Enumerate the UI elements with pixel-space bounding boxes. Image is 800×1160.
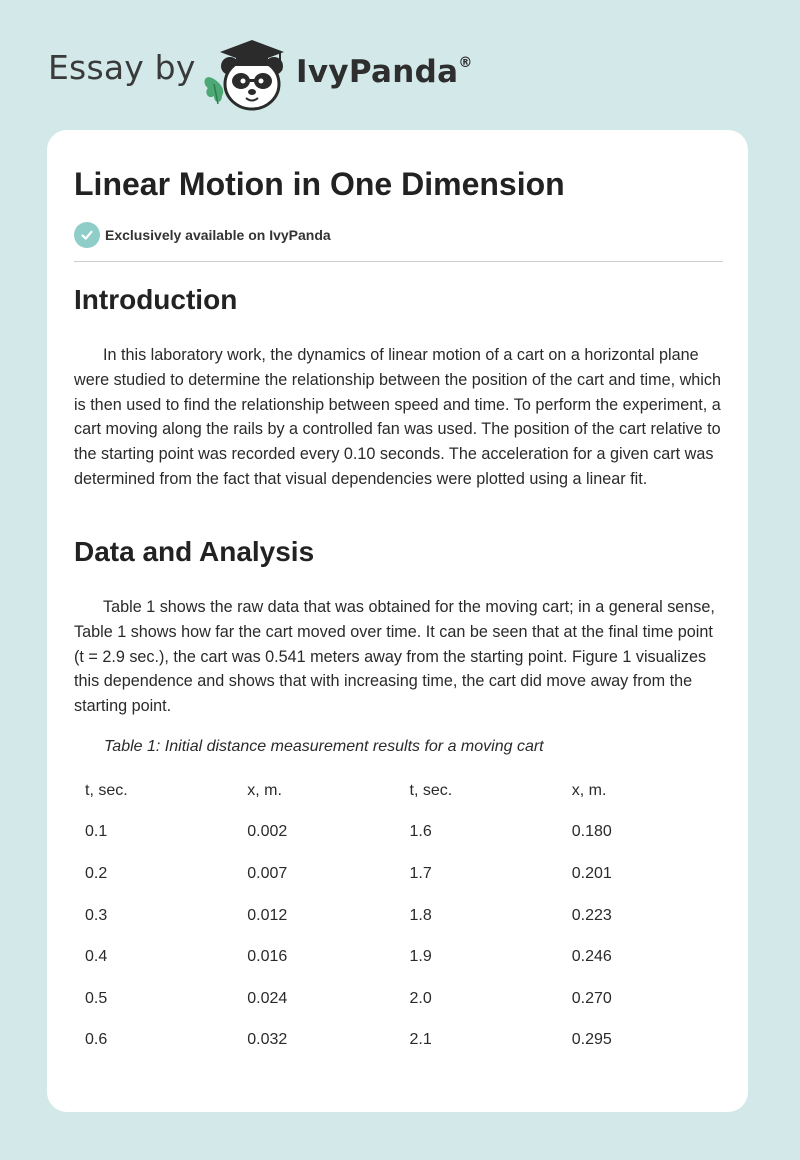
table-cell: 0.012 [247, 906, 288, 924]
table-row [74, 1020, 723, 1062]
column-header: x, m. [571, 781, 607, 799]
table-row [74, 853, 723, 895]
table-cell: 0.180 [571, 823, 612, 841]
availability-label: Exclusively available on IvyPanda [105, 227, 331, 243]
section-heading-introduction: Introduction [74, 284, 238, 315]
table-row [74, 978, 723, 1020]
table-cell: 2.1 [409, 1031, 432, 1049]
divider [74, 261, 723, 262]
table-cell: 0.024 [247, 989, 288, 1007]
column-header: x, m. [247, 781, 282, 799]
section-paragraph-introduction: In this laboratory work, the dynamics of linear motion of a cart on a horizontal plane were studied to determine the relationship between the position of the cart and time, which is then used to find the relationship between speed and time. To perform the experiment, a cart moving along the rails by a controlled fan was used. The position of the cart relative to the starting point was recorded every 0.10 seconds. The acceleration for a given cart was determined from the fact that visual dependencies were plotted using a linear fit. [74, 346, 721, 488]
table-cell: 0.201 [571, 864, 612, 882]
table-cell: 0.007 [247, 864, 288, 882]
table-row [74, 812, 723, 854]
table-cell: 0.032 [247, 1031, 288, 1049]
table-cell: 0.4 [85, 948, 108, 966]
section-heading-data-analysis: Data and Analysis [74, 536, 315, 567]
table-cell: 0.1 [85, 823, 108, 841]
table-cell: 0.3 [85, 906, 108, 924]
table-row [74, 936, 723, 978]
brand-name [296, 54, 473, 90]
registered-mark: ® [458, 54, 473, 71]
table-cell: 0.295 [571, 1031, 612, 1049]
table-cell: 0.016 [247, 948, 288, 966]
column-header: t, sec. [409, 781, 453, 799]
measurement-table [74, 770, 723, 1061]
table-cell: 1.7 [409, 864, 432, 882]
table-row [74, 895, 723, 937]
brand-name-text: IvyPanda [296, 54, 459, 90]
section-paragraph-data-analysis: Table 1 shows the raw data that was obtained for the moving cart; in a general sense, Table 1 shows how far the cart moved over time. It can be seen that at the final time point (t = 2.9 sec.), the cart was 0.541 meters away from the starting point. Figure 1 visualizes this dependence and shows that with increasing time, the cart did move away from the starting point. [74, 598, 715, 716]
panda-logo-icon[interactable] [198, 34, 293, 114]
table-cell: 0.246 [571, 948, 612, 966]
table-caption: Table 1: Initial distance measurement results for a moving cart [104, 738, 544, 755]
table-cell: 1.8 [409, 906, 432, 924]
check-icon [74, 222, 100, 248]
column-header: t, sec. [85, 781, 128, 799]
page-title: Linear Motion in One Dimension [74, 166, 565, 202]
brand-prefix: Essay by [48, 48, 196, 87]
table-cell: 2.0 [409, 989, 432, 1007]
essay-card [47, 130, 748, 1112]
table-cell: 0.5 [85, 989, 108, 1007]
table-cell: 0.270 [571, 989, 612, 1007]
table-cell: 0.2 [85, 864, 108, 882]
table-header-row [74, 770, 723, 812]
table-cell: 1.6 [409, 823, 432, 841]
availability-badge [74, 222, 331, 248]
table-cell: 0.002 [247, 823, 288, 841]
table-cell: 1.9 [409, 948, 432, 966]
table-cell: 0.6 [85, 1031, 108, 1049]
table-cell: 0.223 [571, 906, 612, 924]
brand-header [48, 32, 473, 112]
